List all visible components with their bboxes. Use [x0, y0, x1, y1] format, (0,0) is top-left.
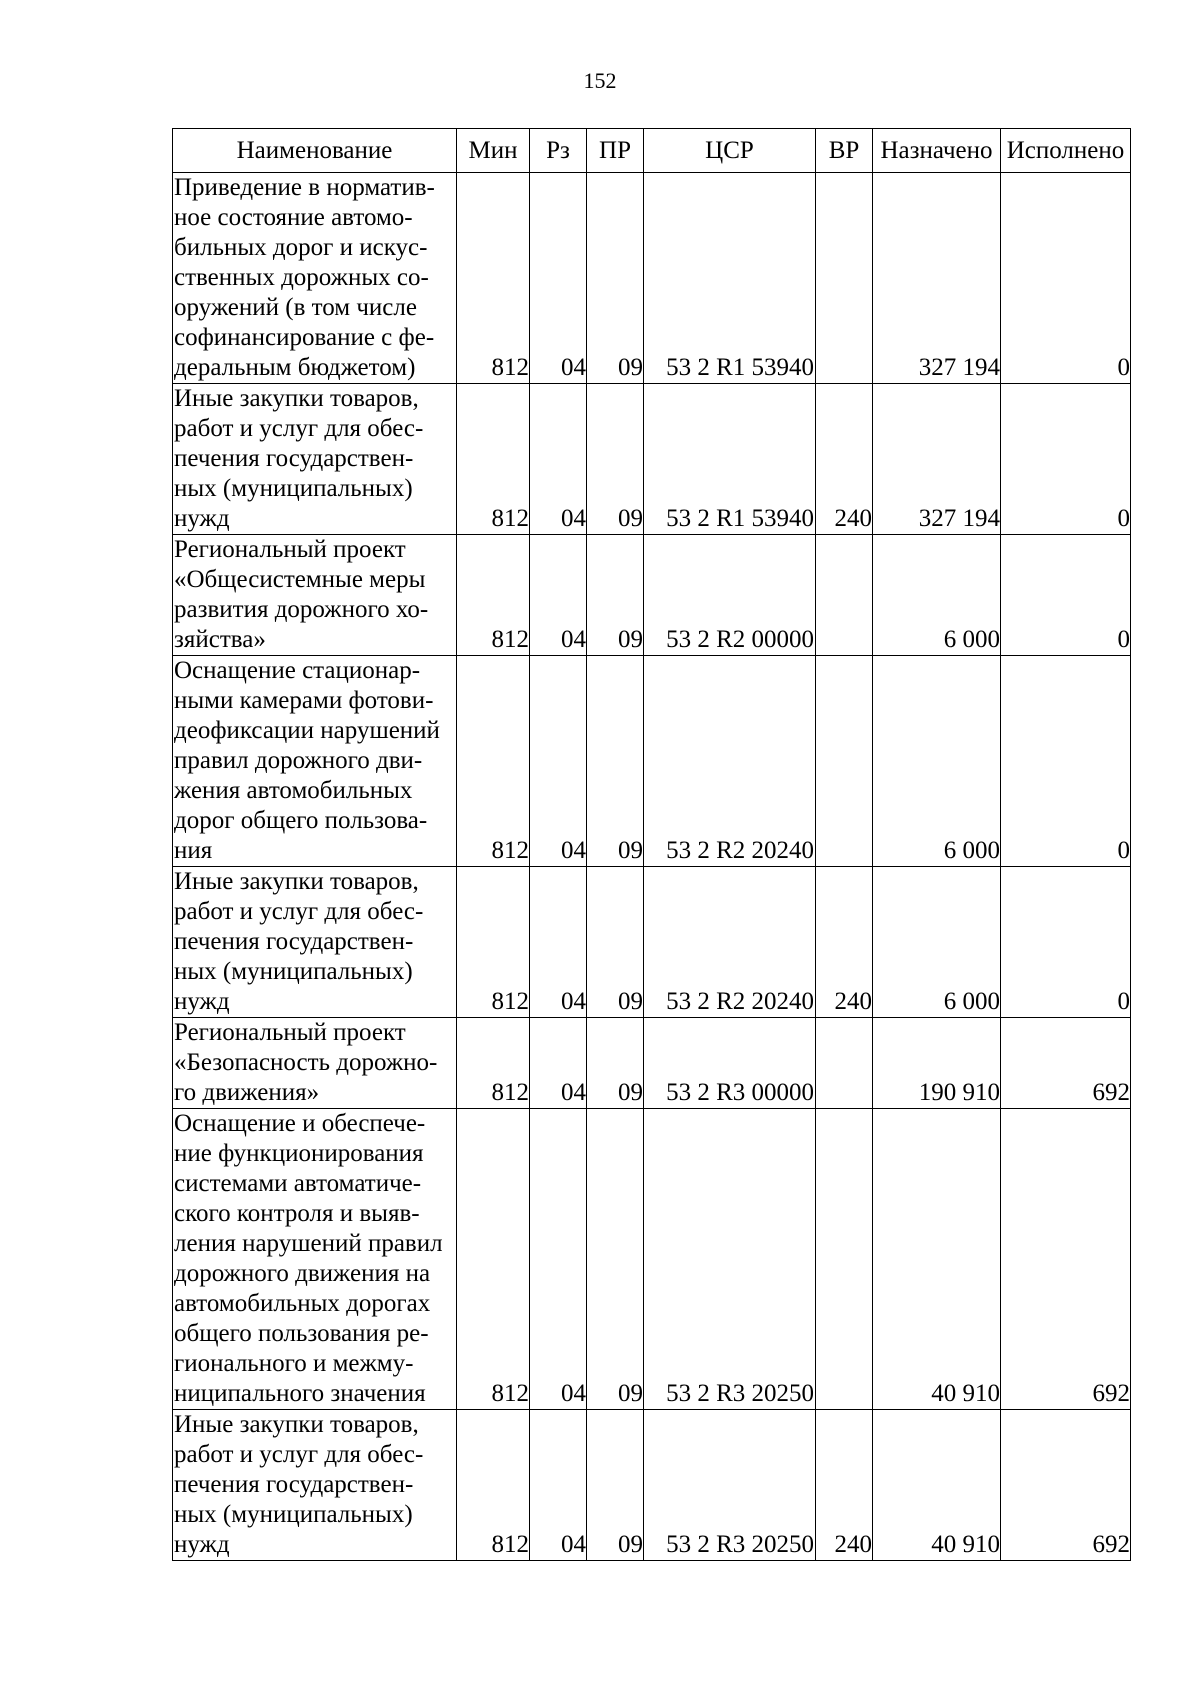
- cell-assigned: 6 000: [873, 867, 1001, 1018]
- cell-name: [173, 1410, 457, 1561]
- cell-name-line: Оснащение и обеспече-: [174, 1110, 426, 1137]
- cell-assigned: 40 910: [873, 1109, 1001, 1410]
- cell-name-line: ных (муниципальных): [174, 475, 413, 502]
- cell-min: 812: [457, 1018, 530, 1109]
- header-rz: Рз: [530, 129, 587, 173]
- cell-name-line: дорожного движения на: [174, 1260, 431, 1287]
- cell-pr: 09: [587, 1018, 644, 1109]
- cell-executed: 0: [1001, 867, 1131, 1018]
- cell-name-line: автомобильных дорогах: [174, 1290, 431, 1317]
- page-number: 152: [583, 68, 617, 93]
- header-name: Наименование: [173, 129, 457, 173]
- cell-executed: 0: [1001, 384, 1131, 535]
- cell-name-line: работ и услуг для обес-: [174, 1441, 424, 1468]
- cell-pr: 09: [587, 867, 644, 1018]
- cell-min: 812: [457, 1410, 530, 1561]
- cell-name-line: ных (муниципальных): [174, 1501, 413, 1528]
- cell-name: [173, 535, 457, 656]
- cell-name-line: софинансирование с фе-: [174, 324, 435, 351]
- cell-vr: 240: [816, 867, 873, 1018]
- cell-name: [173, 1109, 457, 1410]
- table-row: [173, 535, 1131, 656]
- cell-rz: 04: [530, 535, 587, 656]
- cell-name: [173, 1018, 457, 1109]
- cell-name-line: нужд: [174, 505, 230, 532]
- cell-name-line: Оснащение стационар-: [174, 657, 421, 684]
- cell-pr: 09: [587, 173, 644, 384]
- cell-assigned: 6 000: [873, 656, 1001, 867]
- cell-name-line: оружений (в том числе: [174, 294, 417, 321]
- cell-name: [173, 656, 457, 867]
- cell-name-line: нужд: [174, 1531, 230, 1558]
- cell-name-line: ления нарушений правил: [174, 1230, 443, 1257]
- cell-assigned: 40 910: [873, 1410, 1001, 1561]
- cell-name-line: ными камерами фотови-: [174, 687, 434, 714]
- cell-name: [173, 384, 457, 535]
- cell-name-line: дорог общего пользова-: [174, 807, 428, 834]
- cell-rz: 04: [530, 173, 587, 384]
- table-row: [173, 384, 1131, 535]
- cell-rz: 04: [530, 867, 587, 1018]
- cell-csr: 53 2 R1 53940: [644, 173, 816, 384]
- cell-rz: 04: [530, 1018, 587, 1109]
- cell-name-line: ственных дорожных со-: [174, 264, 429, 291]
- cell-name-line: печения государствен-: [174, 445, 414, 472]
- cell-assigned: 327 194: [873, 173, 1001, 384]
- header-pr: ПР: [587, 129, 644, 173]
- cell-rz: 04: [530, 384, 587, 535]
- cell-name-line: Региональный проект: [174, 1019, 406, 1046]
- cell-name-line: печения государствен-: [174, 928, 414, 955]
- cell-name-line: печения государствен-: [174, 1471, 414, 1498]
- header-min: Мин: [457, 129, 530, 173]
- cell-vr: 240: [816, 384, 873, 535]
- cell-csr: 53 2 R3 20250: [644, 1410, 816, 1561]
- header-assigned: Назначено: [873, 129, 1001, 173]
- cell-csr: 53 2 R2 00000: [644, 535, 816, 656]
- cell-pr: 09: [587, 656, 644, 867]
- cell-csr: 53 2 R3 00000: [644, 1018, 816, 1109]
- cell-min: 812: [457, 535, 530, 656]
- table-body: [173, 173, 1131, 1561]
- cell-csr: 53 2 R3 20250: [644, 1109, 816, 1410]
- table-row: [173, 1109, 1131, 1410]
- cell-min: 812: [457, 656, 530, 867]
- cell-executed: 0: [1001, 173, 1131, 384]
- budget-table: [172, 128, 1131, 1561]
- cell-name-line: Иные закупки товаров,: [174, 385, 419, 412]
- cell-assigned: 327 194: [873, 384, 1001, 535]
- cell-name-line: бильных дорог и искус-: [174, 234, 428, 261]
- cell-vr: 240: [816, 1410, 873, 1561]
- cell-min: 812: [457, 384, 530, 535]
- cell-vr: [816, 656, 873, 867]
- cell-name-line: го движения»: [174, 1079, 320, 1106]
- cell-executed: 692: [1001, 1109, 1131, 1410]
- cell-name: [173, 173, 457, 384]
- cell-name-line: ниципального значения: [174, 1380, 426, 1407]
- cell-csr: 53 2 R2 20240: [644, 656, 816, 867]
- cell-name-line: ния: [174, 837, 213, 864]
- cell-name-line: ского контроля и выяв-: [174, 1200, 420, 1227]
- cell-name-line: развития дорожного хо-: [174, 596, 429, 623]
- cell-name-line: системами автоматиче-: [174, 1170, 422, 1197]
- cell-name-line: правил дорожного дви-: [174, 747, 423, 774]
- cell-rz: 04: [530, 1109, 587, 1410]
- cell-vr: [816, 1018, 873, 1109]
- cell-pr: 09: [587, 1109, 644, 1410]
- cell-name-line: работ и услуг для обес-: [174, 898, 424, 925]
- cell-name-line: работ и услуг для обес-: [174, 415, 424, 442]
- cell-name-line: деральным бюджетом): [174, 354, 416, 381]
- cell-name-line: гионального и межму-: [174, 1350, 414, 1377]
- cell-pr: 09: [587, 535, 644, 656]
- cell-name-line: деофиксации нарушений: [174, 717, 440, 744]
- cell-assigned: 6 000: [873, 535, 1001, 656]
- cell-vr: [816, 173, 873, 384]
- table-row: [173, 1410, 1131, 1561]
- table-row: [173, 173, 1131, 384]
- cell-name-line: Иные закупки товаров,: [174, 868, 419, 895]
- cell-name-line: «Безопасность дорожно-: [174, 1049, 438, 1076]
- cell-name-line: Приведение в норматив-: [174, 174, 435, 201]
- cell-csr: 53 2 R2 20240: [644, 867, 816, 1018]
- table-header-row: [173, 129, 1131, 173]
- cell-executed: 0: [1001, 656, 1131, 867]
- cell-name-line: «Общесистемные меры: [174, 566, 426, 593]
- cell-name-line: нужд: [174, 988, 230, 1015]
- cell-executed: 692: [1001, 1410, 1131, 1561]
- cell-vr: [816, 1109, 873, 1410]
- cell-min: 812: [457, 1109, 530, 1410]
- cell-executed: 0: [1001, 535, 1131, 656]
- cell-pr: 09: [587, 384, 644, 535]
- header-executed: Исполнено: [1001, 129, 1131, 173]
- cell-name: [173, 867, 457, 1018]
- cell-pr: 09: [587, 1410, 644, 1561]
- cell-csr: 53 2 R1 53940: [644, 384, 816, 535]
- cell-name-line: ных (муниципальных): [174, 958, 413, 985]
- cell-name-line: ние функционирования: [174, 1140, 424, 1167]
- cell-name-line: жения автомобильных: [174, 777, 413, 804]
- table-row: [173, 1018, 1131, 1109]
- cell-name-line: Иные закупки товаров,: [174, 1411, 419, 1438]
- header-csr: ЦСР: [644, 129, 816, 173]
- cell-rz: 04: [530, 656, 587, 867]
- cell-executed: 692: [1001, 1018, 1131, 1109]
- cell-vr: [816, 535, 873, 656]
- cell-name-line: ное состояние автомо-: [174, 204, 413, 231]
- cell-name-line: зяйства»: [174, 626, 266, 653]
- cell-name-line: Региональный проект: [174, 536, 406, 563]
- table-row: [173, 867, 1131, 1018]
- cell-assigned: 190 910: [873, 1018, 1001, 1109]
- cell-rz: 04: [530, 1410, 587, 1561]
- header-vr: ВР: [816, 129, 873, 173]
- cell-min: 812: [457, 173, 530, 384]
- table-row: [173, 656, 1131, 867]
- cell-min: 812: [457, 867, 530, 1018]
- cell-name-line: общего пользования ре-: [174, 1320, 429, 1347]
